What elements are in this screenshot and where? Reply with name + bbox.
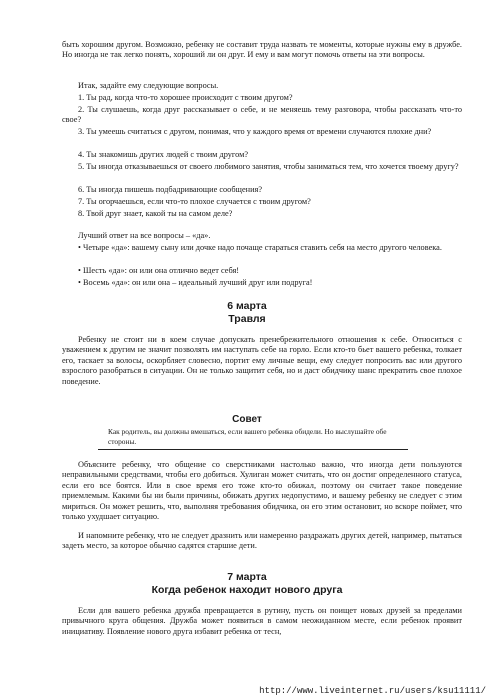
section-title-2: Когда ребенок находит нового друга bbox=[151, 584, 343, 596]
section-1-paragraph-1: Ребенку не стоит ни в коем случае допускать пренебрежительного отношения к себе. Относиться с уважением к другим не значит позволять им наступать себе на горло. Если кто-то бьет вашего ребенка, толкает его, таскает за волосы, оскорбляет словесно, портит ему личные вещи, ему следует попросить вас или другого взрослого разобраться в ситуации. Он не только защитит себя, но и даст обидчику шанс прекратить свое плохое поведение. bbox=[62, 335, 462, 386]
question-2: 2. Ты слушаешь, когда друг рассказывает о себе, и не меняешь тему разговора, чтобы рассказать что-то свое? bbox=[62, 105, 462, 125]
questions-lead: Итак, задайте ему следующие вопросы. bbox=[78, 81, 219, 90]
section-date-2: 7 марта bbox=[227, 571, 267, 583]
source-url: http://www.liveinternet.ru/users/ksu11111/ bbox=[259, 686, 486, 696]
advice-text: Как родитель, вы должны вмешаться, если вашего ребенка обидели. Но выслушайте обе стороны. bbox=[108, 427, 387, 446]
question-6: 6. Ты иногда пишешь подбадривающие сообщения? bbox=[78, 185, 263, 194]
advice-divider bbox=[98, 449, 408, 450]
question-3: 3. Ты умеешь считаться с другом, понимая, что у каждого время от времени случаются плохие дни? bbox=[78, 127, 432, 136]
question-4: 4. Ты знакомишь других людей с твоим другом? bbox=[78, 150, 249, 159]
intro-paragraph: быть хорошим другом. Возможно, ребенку не составит труда назвать те моменты, которые нужны ему в дружбе. Но иногда не так легко понять, хороший ли он друг. И ему и вам могут помочь ответы на эти вопросы. bbox=[62, 40, 462, 60]
section-1-paragraph-2: Объясните ребенку, что общение со сверстниками настолько важно, что иногда дети пользуются неправильными средствами, чтобы его добиться. Хулиган может считать, что он достиг определенного статуса, если его все боятся. Или в свое время его тоже кто-то обижал, поэтому он считает такое поведение приемлемым. Какими бы ни были причины, обижать других недопустимо, и вашему ребенку не следует с этим мириться. Он может решить, что, выполняя требования обидчика, он его этим остановит, но вскоре поймет, что только ухудшает ситуацию. bbox=[62, 460, 462, 522]
advice-title: Совет bbox=[232, 414, 262, 425]
question-7: 7. Ты огорчаешься, если что-то плохое случается с твоим другом? bbox=[78, 197, 311, 206]
best-answer: Лучший ответ на все вопросы – «да». bbox=[78, 231, 211, 240]
section-1-paragraph-3: И напомните ребенку, что не следует дразнить или намеренно раздражать других детей, например, пытаться задеть место, за которое обычно садятся старшие дети. bbox=[62, 531, 462, 551]
section-date-1: 6 марта bbox=[227, 300, 267, 312]
question-8: 8. Твой друг знает, какой ты на самом деле? bbox=[78, 209, 233, 218]
question-5: 5. Ты иногда отказываешься от своего любимого занятия, чтобы заниматься тем, что хочется твоему другу? bbox=[78, 162, 459, 171]
bullet-eight: • Восемь «да»: он или она – идеальный лучший друг или подруга! bbox=[78, 278, 313, 287]
question-1: 1. Ты рад, когда что-то хорошее происходит с твоим другом? bbox=[78, 93, 293, 102]
section-title-1: Травля bbox=[228, 313, 266, 325]
bullet-six: • Шесть «да»: он или она отлично ведет себя! bbox=[78, 266, 240, 275]
section-2-paragraph-1: Если для вашего ребенка дружба превращается в рутину, пусть он поищет новых друзей за пределами привычного круга общения. Дружба может появиться в самом неожиданном месте, если ребенок проявит инициативу. Появление нового друга избавит ребенка от тесн, bbox=[62, 606, 462, 636]
bullet-four: • Четыре «да»: вашему сыну или дочке надо почаще стараться ставить себя на место другого человека. bbox=[78, 243, 442, 252]
